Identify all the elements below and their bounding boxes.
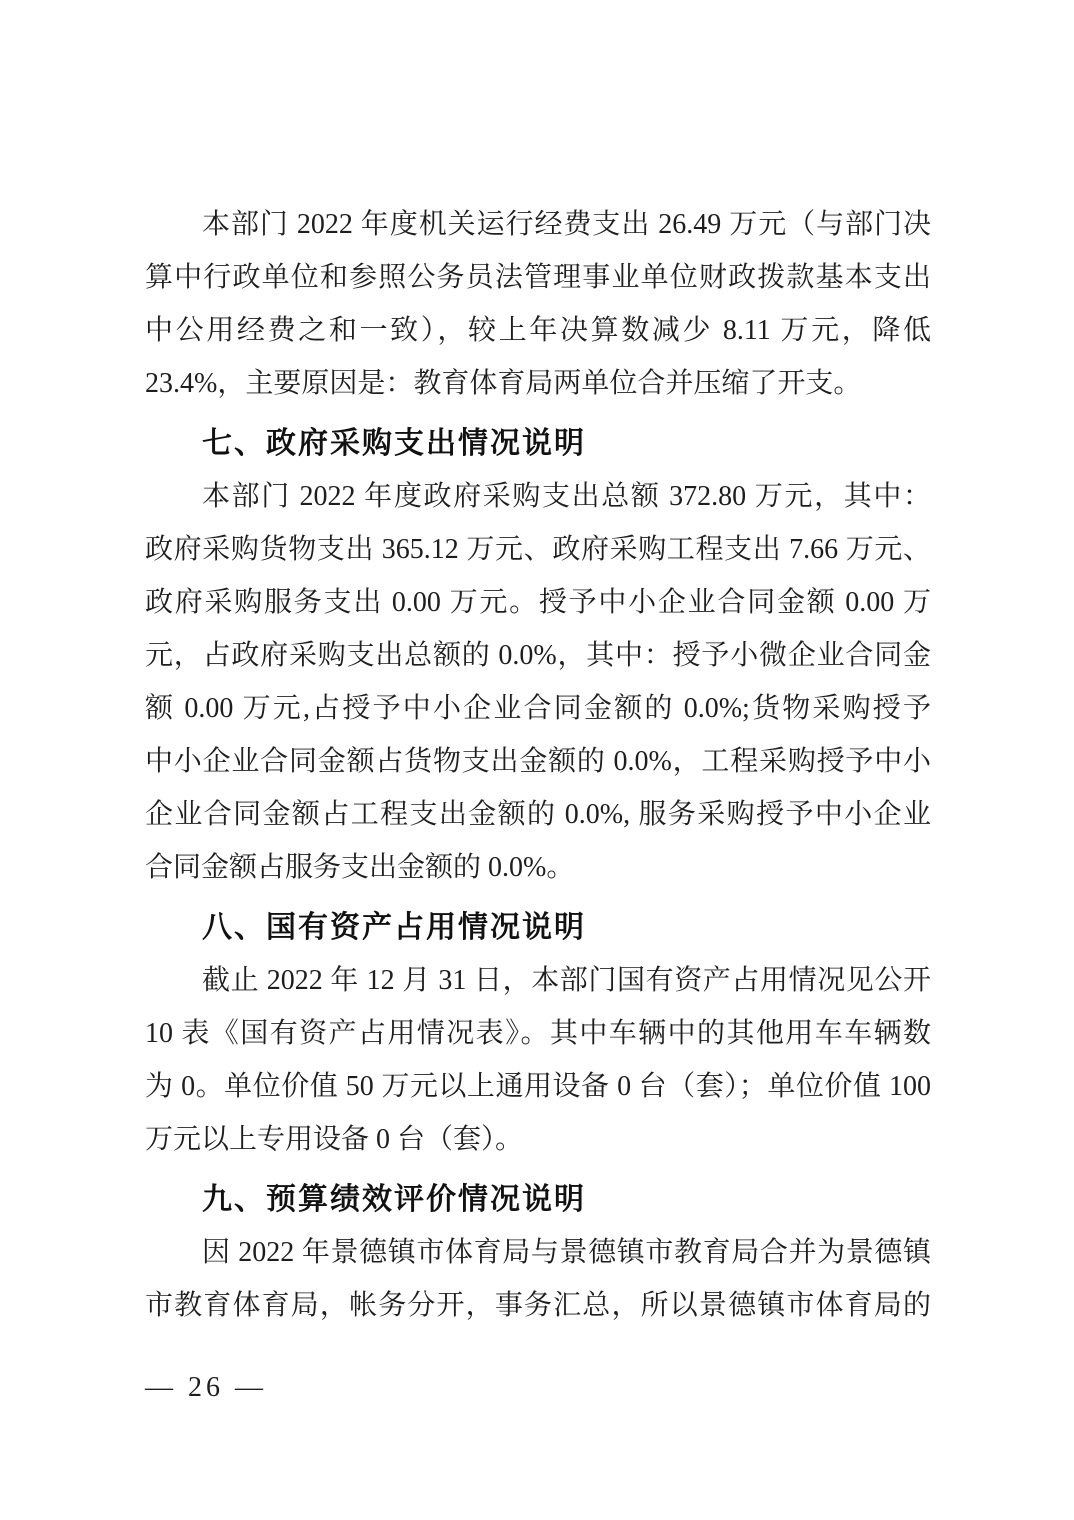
text-line: 中小企业合同金额占货物支出金额的 0.0%，工程采购授予中小: [145, 746, 931, 777]
text-line: 算中行政单位和参照公务员法管理事业单位财政拨款基本支出: [145, 262, 931, 293]
page-number-text: — 26 —: [145, 1372, 267, 1403]
text-line: 企业合同金额占工程支出金额的 0.0%, 服务采购授予中小企业: [145, 799, 931, 830]
text-line: 因 2022 年景德镇市体育局与景德镇市教育局合并为景德镇: [202, 1237, 931, 1268]
document-body: [145, 198, 931, 1332]
text-line: 10 表《国有资产占用情况表》。其中车辆中的其他用车车辆数: [145, 1018, 931, 1049]
page-number: [145, 1372, 267, 1404]
text-line: 截止 2022 年 12 月 31 日，本部门国有资产占用情况见公开: [202, 965, 931, 996]
text-line: 合同金额占服务支出金额的 0.0%。: [145, 852, 575, 883]
section-heading: 七、政府采购支出情况说明: [202, 427, 586, 460]
section-heading: 九、预算绩效评价情况说明: [202, 1183, 586, 1216]
text-line: 市教育体育局，帐务分开，事务汇总，所以景德镇市体育局的: [145, 1290, 931, 1321]
text-line: 为 0。单位价值 50 万元以上通用设备 0 台（套）；单位价值 100: [145, 1071, 931, 1102]
text-line: 本部门 2022 年度政府采购支出总额 372.80 万元，其中：: [202, 481, 931, 512]
text-line: 元，占政府采购支出总额的 0.0%，其中：授予小微企业合同金: [145, 640, 931, 671]
text-line: 政府采购货物支出 365.12 万元、政府采购工程支出 7.66 万元、: [145, 534, 931, 565]
text-line: 额 0.00 万元,占授予中小企业合同金额的 0.0%;货物采购授予: [145, 693, 931, 724]
text-line: 万元以上专用设备 0 台（套）。: [145, 1124, 524, 1155]
text-line: 23.4%，主要原因是：教育体育局两单位合并压缩了开支。: [145, 368, 862, 399]
text-line: 中公用经费之和一致），较上年决算数减少 8.11 万元，降低: [145, 315, 931, 346]
text-line: 政府采购服务支出 0.00 万元。授予中小企业合同金额 0.00 万: [145, 587, 931, 618]
section-heading: 八、国有资产占用情况说明: [202, 911, 586, 944]
text-line: 本部门 2022 年度机关运行经费支出 26.49 万元（与部门决: [202, 209, 931, 240]
